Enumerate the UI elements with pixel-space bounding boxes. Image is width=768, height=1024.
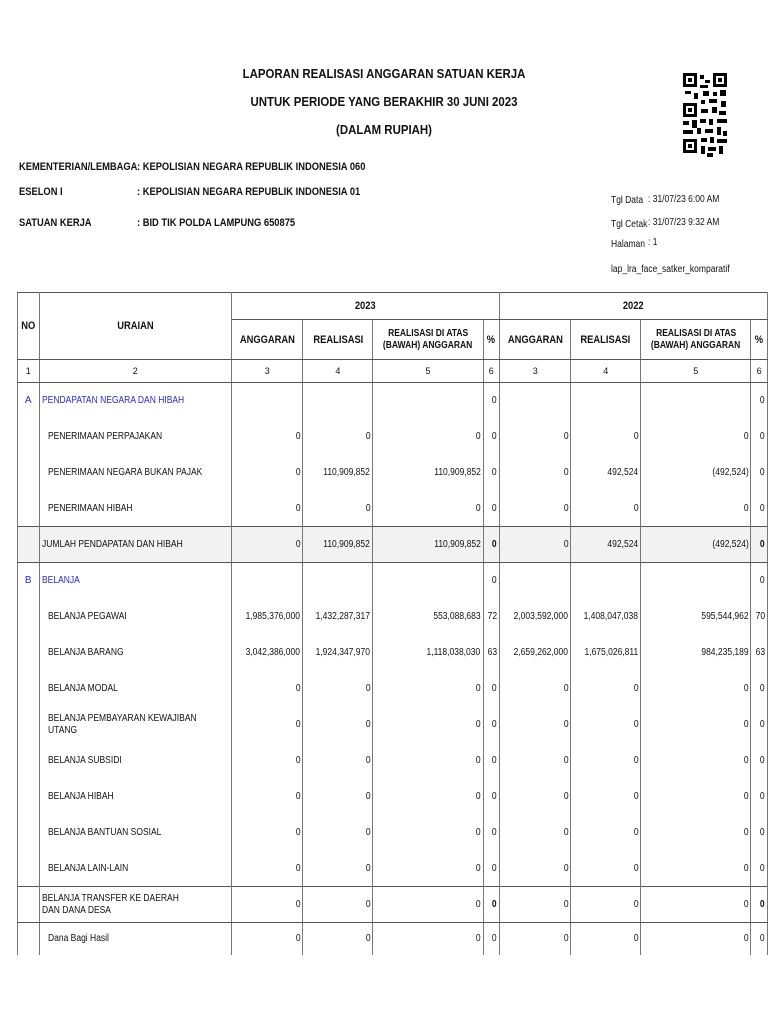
amount-cell: 0: [571, 887, 641, 923]
pct-cell: 0: [751, 887, 768, 923]
table-row: [18, 455, 768, 491]
row-label: BELANJA HIBAH: [39, 779, 232, 815]
pct-cell: 0: [751, 491, 768, 527]
amount-cell: 1,408,047,038: [571, 599, 641, 635]
amount-cell: [641, 563, 751, 599]
row-no: [18, 635, 40, 671]
amount-cell: 0: [500, 671, 571, 707]
row-label: JUMLAH PENDAPATAN DAN HIBAH: [39, 527, 232, 563]
amount-cell: [232, 563, 303, 599]
pct-cell: 0: [483, 923, 500, 955]
row-no: [18, 779, 40, 815]
pct-cell: 0: [483, 779, 500, 815]
amount-cell: 0: [373, 671, 483, 707]
row-no: B: [18, 563, 40, 599]
table-row: [18, 743, 768, 779]
table-row: [18, 851, 768, 887]
amount-cell: 0: [232, 743, 303, 779]
year-2023-header: 2023: [232, 293, 500, 320]
amount-cell: 0: [571, 743, 641, 779]
amount-cell: 3,042,386,000: [232, 635, 303, 671]
index-row: 1 2 3 4 5 6 3 4 5 6: [18, 360, 768, 383]
row-label: BELANJA PEMBAYARAN KEWAJIBAN UTANG: [39, 707, 232, 743]
table-row: [18, 671, 768, 707]
col-realisasi-2022: REALISASI: [571, 320, 641, 360]
amount-cell: 0: [232, 419, 303, 455]
table-row: [18, 383, 768, 419]
kementerian-label: KEMENTERIAN/LEMBAGA: [19, 161, 138, 173]
amount-cell: 0: [500, 491, 571, 527]
amount-cell: 0: [641, 887, 751, 923]
table-row: [18, 815, 768, 851]
table-row: [18, 563, 768, 599]
amount-cell: [232, 383, 303, 419]
amount-cell: 0: [232, 851, 303, 887]
kementerian-value: : KEPOLISIAN NEGARA REPUBLIK INDONESIA 060: [137, 161, 366, 173]
tgl-data-label: Tgl Data: [611, 195, 644, 206]
pct-cell: 0: [751, 419, 768, 455]
amount-cell: 0: [373, 887, 483, 923]
col-realisasi-2023: REALISASI: [303, 320, 373, 360]
amount-cell: 1,985,376,000: [232, 599, 303, 635]
amount-cell: 0: [232, 455, 303, 491]
satker-value: : BID TIK POLDA LAMPUNG 650875: [137, 217, 296, 229]
amount-cell: 0: [232, 887, 303, 923]
row-no: [18, 599, 40, 635]
table-row: [18, 527, 768, 563]
amount-cell: [500, 383, 571, 419]
amount-cell: 0: [232, 707, 303, 743]
row-no: [18, 671, 40, 707]
amount-cell: (492,524): [641, 455, 751, 491]
pct-cell: 0: [483, 851, 500, 887]
pct-cell: 0: [751, 851, 768, 887]
pct-cell: 0: [751, 671, 768, 707]
amount-cell: 0: [500, 419, 571, 455]
amount-cell: 0: [500, 743, 571, 779]
table-row: [18, 887, 768, 923]
row-no: [18, 419, 40, 455]
row-label: PENERIMAAN PERPAJAKAN: [39, 419, 232, 455]
amount-cell: 110,909,852: [373, 455, 483, 491]
amount-cell: 0: [641, 491, 751, 527]
amount-cell: 0: [232, 527, 303, 563]
col-uraian-header: URAIAN: [39, 293, 232, 360]
amount-cell: 0: [641, 815, 751, 851]
row-no: [18, 743, 40, 779]
pct-cell: 0: [483, 563, 500, 599]
satker-label: SATUAN KERJA: [19, 217, 92, 229]
amount-cell: 0: [373, 779, 483, 815]
amount-cell: 0: [373, 743, 483, 779]
amount-cell: 0: [500, 527, 571, 563]
pct-cell: 0: [483, 707, 500, 743]
halaman-value: : 1: [648, 237, 658, 248]
amount-cell: [303, 383, 373, 419]
amount-cell: 0: [373, 419, 483, 455]
amount-cell: 0: [303, 923, 373, 955]
pct-cell: 0: [751, 923, 768, 955]
row-label: BELANJA SUBSIDI: [39, 743, 232, 779]
row-label: PENERIMAAN HIBAH: [39, 491, 232, 527]
amount-cell: 110,909,852: [303, 527, 373, 563]
amount-cell: 595,544,962: [641, 599, 751, 635]
amount-cell: 0: [303, 491, 373, 527]
year-2022-header: 2022: [500, 293, 768, 320]
row-label: BELANJA LAIN-LAIN: [39, 851, 232, 887]
amount-cell: 0: [303, 419, 373, 455]
row-no: [18, 851, 40, 887]
report-title-line2: UNTUK PERIODE YANG BERAKHIR 30 JUNI 2023: [250, 94, 518, 109]
pct-cell: 63: [483, 635, 500, 671]
amount-cell: 0: [571, 671, 641, 707]
amount-cell: [641, 383, 751, 419]
pct-cell: 0: [483, 419, 500, 455]
row-no: [18, 527, 40, 563]
amount-cell: 0: [373, 491, 483, 527]
row-label: Dana Bagi Hasil: [39, 923, 232, 955]
row-no: A: [18, 383, 40, 419]
pct-cell: 0: [751, 707, 768, 743]
col-anggaran-2023: ANGGARAN: [232, 320, 303, 360]
pct-cell: 0: [483, 815, 500, 851]
amount-cell: (492,524): [641, 527, 751, 563]
amount-cell: 2,003,592,000: [500, 599, 571, 635]
pct-cell: 0: [483, 671, 500, 707]
row-no: [18, 923, 40, 955]
row-no: [18, 887, 40, 923]
amount-cell: 0: [303, 779, 373, 815]
lra-table: [17, 292, 768, 955]
table-row: [18, 599, 768, 635]
amount-cell: 0: [571, 779, 641, 815]
amount-cell: 0: [571, 707, 641, 743]
report-code: lap_lra_face_satker_komparatif: [611, 264, 730, 275]
table-row: [18, 923, 768, 955]
amount-cell: 0: [373, 851, 483, 887]
amount-cell: 0: [641, 851, 751, 887]
amount-cell: 0: [303, 707, 373, 743]
amount-cell: 0: [232, 815, 303, 851]
row-no: [18, 815, 40, 851]
amount-cell: 0: [641, 707, 751, 743]
amount-cell: 0: [500, 923, 571, 955]
amount-cell: 0: [500, 887, 571, 923]
amount-cell: 1,675,026,811: [571, 635, 641, 671]
tgl-data-value: : 31/07/23 6:00 AM: [648, 194, 720, 205]
pct-cell: 70: [751, 599, 768, 635]
row-label: BELANJA PEGAWAI: [39, 599, 232, 635]
tgl-cetak-label: Tgl Cetak: [611, 219, 648, 230]
amount-cell: 553,088,683: [373, 599, 483, 635]
table-row: [18, 707, 768, 743]
amount-cell: 0: [500, 815, 571, 851]
amount-cell: 0: [303, 851, 373, 887]
amount-cell: 110,909,852: [373, 527, 483, 563]
amount-cell: 492,524: [571, 527, 641, 563]
row-label: PENDAPATAN NEGARA DAN HIBAH: [39, 383, 232, 419]
amount-cell: 0: [641, 923, 751, 955]
amount-cell: [571, 563, 641, 599]
amount-cell: 0: [373, 923, 483, 955]
pct-cell: 0: [483, 887, 500, 923]
qr-code-icon: [683, 73, 727, 157]
table-row: [18, 779, 768, 815]
row-label: BELANJA TRANSFER KE DAERAH DAN DANA DESA: [39, 887, 232, 923]
row-label: BELANJA BANTUAN SOSIAL: [39, 815, 232, 851]
row-label: PENERIMAAN NEGARA BUKAN PAJAK: [39, 455, 232, 491]
amount-cell: 0: [303, 815, 373, 851]
halaman-label: Halaman: [611, 239, 646, 250]
pct-cell: 0: [751, 383, 768, 419]
amount-cell: 2,659,262,000: [500, 635, 571, 671]
pct-cell: 0: [483, 491, 500, 527]
amount-cell: [373, 563, 483, 599]
amount-cell: 0: [571, 419, 641, 455]
col-pct-2023: %: [483, 320, 500, 360]
amount-cell: 0: [500, 779, 571, 815]
pct-cell: 72: [483, 599, 500, 635]
amount-cell: 1,924,347,970: [303, 635, 373, 671]
amount-cell: 0: [232, 923, 303, 955]
amount-cell: 0: [500, 851, 571, 887]
pct-cell: 0: [751, 779, 768, 815]
amount-cell: 110,909,852: [303, 455, 373, 491]
amount-cell: 0: [571, 491, 641, 527]
col-anggaran-2022: ANGGARAN: [500, 320, 571, 360]
amount-cell: [373, 383, 483, 419]
amount-cell: [303, 563, 373, 599]
eselon-label: ESELON I: [19, 186, 63, 198]
row-no: [18, 707, 40, 743]
amount-cell: 0: [303, 743, 373, 779]
tgl-cetak-value: : 31/07/23 9:32 AM: [648, 217, 720, 228]
row-no: [18, 455, 40, 491]
pct-cell: 0: [751, 563, 768, 599]
col-no-header: NO: [18, 293, 40, 360]
amount-cell: 0: [303, 671, 373, 707]
row-label: BELANJA MODAL: [39, 671, 232, 707]
pct-cell: 0: [751, 743, 768, 779]
amount-cell: 0: [303, 887, 373, 923]
amount-cell: 0: [232, 671, 303, 707]
amount-cell: 984,235,189: [641, 635, 751, 671]
amount-cell: 0: [641, 419, 751, 455]
amount-cell: 0: [571, 851, 641, 887]
pct-cell: 0: [483, 743, 500, 779]
pct-cell: 0: [483, 455, 500, 491]
row-label: BELANJA: [39, 563, 232, 599]
amount-cell: [500, 563, 571, 599]
table-row: [18, 491, 768, 527]
row-label: BELANJA BARANG: [39, 635, 232, 671]
amount-cell: 492,524: [571, 455, 641, 491]
amount-cell: 0: [641, 779, 751, 815]
report-title-line1: LAPORAN REALISASI ANGGARAN SATUAN KERJA: [242, 66, 526, 81]
pct-cell: 0: [751, 815, 768, 851]
col-selisih-2023: REALISASI DI ATAS (BAWAH) ANGGARAN: [373, 320, 483, 360]
amount-cell: 0: [571, 815, 641, 851]
pct-cell: 0: [751, 455, 768, 491]
amount-cell: 0: [500, 455, 571, 491]
table-row: [18, 635, 768, 671]
amount-cell: [571, 383, 641, 419]
pct-cell: 0: [483, 383, 500, 419]
pct-cell: 63: [751, 635, 768, 671]
table-row: [18, 419, 768, 455]
pct-cell: 0: [483, 527, 500, 563]
amount-cell: 0: [373, 707, 483, 743]
row-no: [18, 491, 40, 527]
pct-cell: 0: [751, 527, 768, 563]
amount-cell: 0: [571, 923, 641, 955]
amount-cell: 0: [641, 671, 751, 707]
eselon-value: : KEPOLISIAN NEGARA REPUBLIK INDONESIA 01: [137, 186, 361, 198]
col-selisih-2022: REALISASI DI ATAS (BAWAH) ANGGARAN: [641, 320, 751, 360]
report-title-line3: (DALAM RUPIAH): [336, 122, 432, 137]
col-pct-2022: %: [751, 320, 768, 360]
amount-cell: 1,118,038,030: [373, 635, 483, 671]
amount-cell: 0: [232, 779, 303, 815]
amount-cell: 0: [500, 707, 571, 743]
amount-cell: 1,432,287,317: [303, 599, 373, 635]
amount-cell: 0: [232, 491, 303, 527]
amount-cell: 0: [641, 743, 751, 779]
amount-cell: 0: [373, 815, 483, 851]
